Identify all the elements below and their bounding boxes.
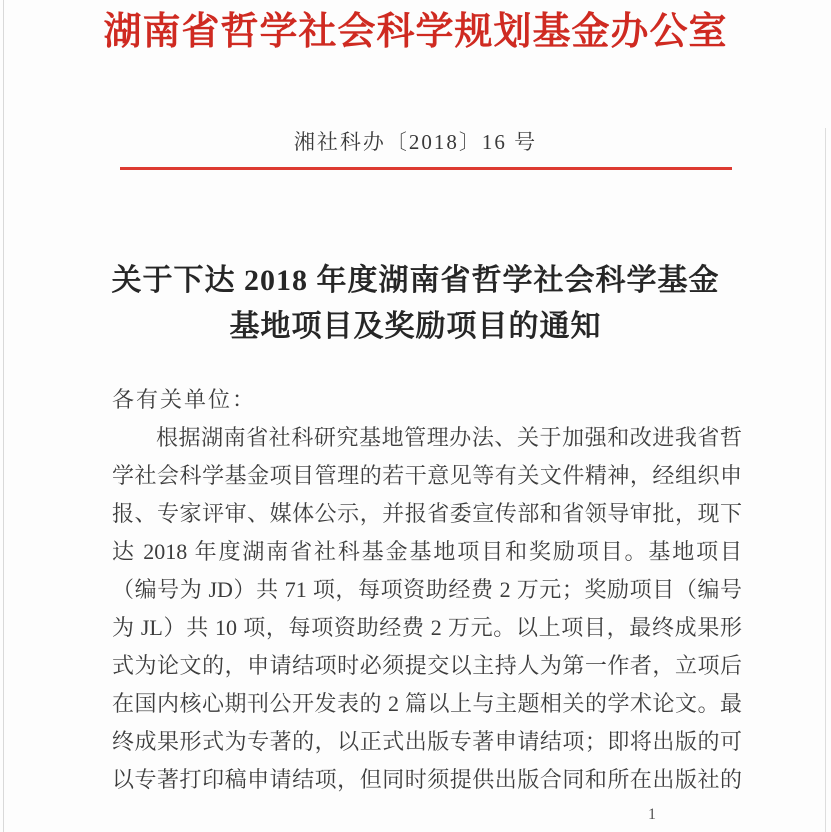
body-line: 终成果形式为专著的，以正式出版专著申请结项；即将出版的可 bbox=[112, 729, 742, 754]
body-line: 以专著打印稿申请结项，但同时须提供出版合同和所在出版社的 bbox=[112, 767, 742, 792]
salutation-line: 各有关单位： bbox=[112, 387, 257, 412]
letterhead-org-title: 湖南省哲学社会科学规划基金办公室 bbox=[103, 11, 728, 53]
scan-edge-right bbox=[825, 128, 826, 832]
body-line: （编号为 JD）共 71 项，每项资助经费 2 万元；奖励项目（编号 bbox=[112, 577, 742, 602]
notice-title-line-1: 关于下达 2018 年度湖南省哲学社会科学基金 bbox=[111, 264, 720, 297]
body-line: 在国内核心期刊公开发表的 2 篇以上与主题相关的学术论文。最 bbox=[112, 691, 742, 716]
body-line: 学社会科学基金项目管理的若干意见等有关文件精神，经组织申 bbox=[112, 463, 742, 488]
body-line: 根据湖南省社科研究基地管理办法、关于加强和改进我省哲 bbox=[156, 425, 742, 450]
body-line: 为 JL）共 10 项，每项资助经费 2 万元。以上项目，最终成果形 bbox=[112, 615, 742, 640]
notice-body bbox=[112, 381, 742, 799]
page-number: 1 bbox=[648, 806, 657, 823]
notice-title bbox=[0, 258, 831, 350]
body-line: 报、专家评审、媒体公示，并报省委宣传部和省领导审批，现下 bbox=[112, 501, 742, 526]
letterhead-red-rule bbox=[120, 167, 732, 170]
body-line: 式为论文的，申请结项时必须提交以主持人为第一作者，立项后 bbox=[112, 653, 742, 678]
document-number: 湘社科办〔2018〕16 号 bbox=[293, 130, 538, 154]
body-line: 达 2018 年度湖南省社科基金基地项目和奖励项目。基地项目 bbox=[112, 539, 742, 564]
notice-title-line-2: 基地项目及奖励项目的通知 bbox=[229, 310, 602, 343]
